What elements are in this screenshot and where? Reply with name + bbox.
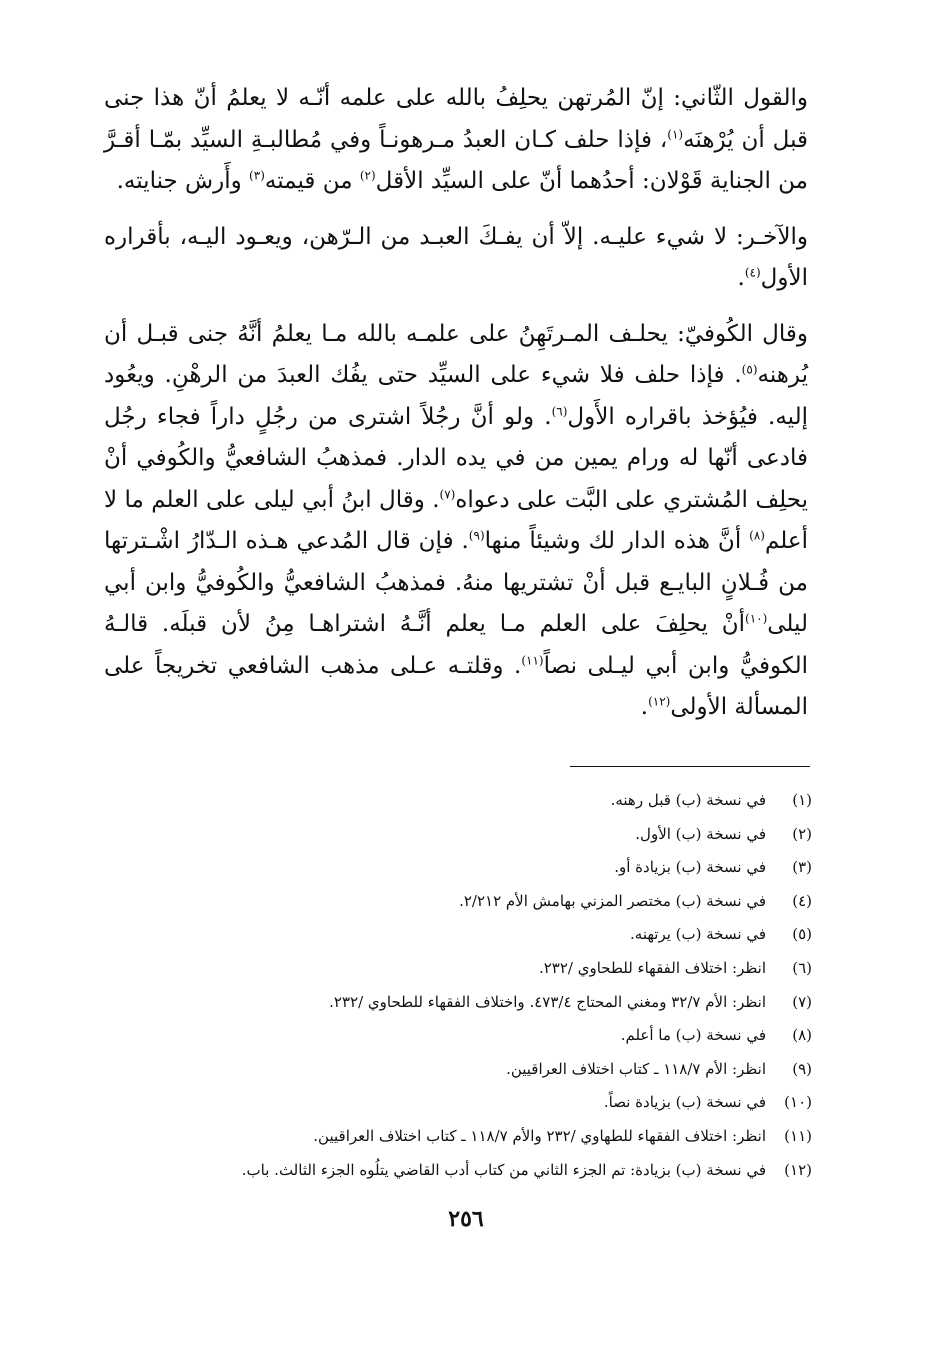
- footnote-text: في نسخة (ب) بزيادة نصاً.: [603, 1093, 766, 1112]
- footnote-text: في نسخة (ب) ما أعلم.: [620, 1026, 766, 1045]
- footnote-separator: [570, 766, 810, 767]
- footnote-number: (٧): [792, 992, 812, 1011]
- footnote-text: في نسخة (ب) بزيادة: تم الجزء الثاني من كتاب أدب القاضي يتلُوه الجزء الثالث. باب.: [241, 1160, 766, 1179]
- footnote-number: (١٢): [784, 1160, 812, 1179]
- footnote-marker: (٥): [741, 362, 758, 377]
- footnote-marker: (٤): [744, 265, 761, 280]
- footnote: [150, 784, 812, 818]
- footnote: [150, 1086, 812, 1120]
- body-paragraph: [104, 217, 808, 300]
- footnote-marker: (١٢): [648, 694, 671, 709]
- footnote-text: انظر: الأم ١١٨/٧ ـ كتاب اختلاف العراقيين.: [506, 1059, 766, 1078]
- footnote-marker: (٢): [359, 168, 376, 183]
- body-text: . فإذا حلف فلا شيء على السيِّد حتى يفُك العبدَ من الرهْنِ. ويعُود إليه. فيُؤخذ باقراره الأَول: [104, 362, 808, 430]
- footnote-text: في نسخة (ب) قبل رهنه.: [610, 791, 766, 809]
- body-text: والقول الثّاني: إنّ المُرتهن يحلِفُ بالله على علمه أنّـه لا يعلمُ أنّ هذا جنى قبل أن يُرْهنَه: [104, 85, 808, 153]
- footnote: [150, 1154, 812, 1188]
- body-text: .: [737, 265, 745, 291]
- footnote: [150, 851, 812, 885]
- footnote: [150, 818, 812, 852]
- body-text: أنْ يحلِفَ على العلم مـا يعلم أنَّـهُ اشتراهـا مِنُ لأن قبلَه. قالـهُ الكوفيُّ وابن أبي ليـلى نصاً: [104, 611, 808, 679]
- footnote-text: في نسخة (ب) بزيادة أو.: [614, 858, 766, 877]
- footnote-number: (١١): [784, 1126, 812, 1145]
- footnote-marker: (٧): [439, 486, 456, 501]
- body-text: . وقلتـه عـلى مذهب الشافعي تخريجاً على المسألة الأولى: [104, 652, 808, 720]
- footnote-number: (١): [792, 791, 812, 809]
- footnote-number: (٤): [792, 891, 812, 910]
- footnote-text: في نسخة (ب) يرتهنه.: [630, 925, 766, 944]
- footnotes: [150, 784, 812, 1187]
- footnote: [150, 1120, 812, 1154]
- footnote: [150, 986, 812, 1020]
- body-paragraph: [104, 78, 808, 203]
- body-text: وقال الكُوفيّ: يحلـف المـرتَهِنُ على علمـه بالله مـا يعلمُ أنَّهُ جنى قبـل أن يُرهنه: [104, 320, 808, 388]
- footnote: [150, 952, 812, 986]
- body-text: والآخـر: لا شيء عليـه. إلاّ أن يفـكَ العبـد من الـرّهن، ويعـود اليـه، بأقراره الأول: [104, 223, 808, 291]
- footnote-marker: (٨): [749, 528, 765, 543]
- footnote-marker: (٣): [249, 168, 265, 183]
- footnote-marker: (١): [667, 126, 684, 141]
- body-paragraph: [104, 314, 808, 729]
- footnote-marker: (١١): [521, 652, 544, 667]
- body-text: أنَّ هذه الدار لك وشيئاً منها: [484, 528, 750, 554]
- footnote-text: انظر: الأم ٣٢/٧ ومغني المحتاج ٤٧٣/٤. واختلاف الفقهاء للطحاوي /٢٣٢.: [329, 992, 766, 1011]
- footnote-text: انظر: اختلاف الفقهاء للطحاوي /٢٣٢.: [538, 958, 766, 977]
- footnote-marker: (٦): [551, 403, 568, 418]
- body-text: . فإن قال المُدعي هـذه الـدّارُ اشْـترتها من فُـلانٍ البايـع قبل أنْ تشتريها منهُ. فمذهبُ الشافعيُّ والكُوفيُّ وابن أبي ليلى: [104, 528, 808, 637]
- body-text: . وقال ابنُ أبي ليلى على العلم ما لا أعلم: [104, 486, 808, 554]
- body-text: .: [640, 694, 649, 720]
- footnote-number: (٩): [792, 1059, 812, 1078]
- footnote: [150, 885, 812, 919]
- footnote-marker: (٩): [468, 528, 485, 543]
- footnote-text: في نسخة (ب) مختصر المزني بهامش الأم ٢/٢١٢.: [459, 891, 766, 910]
- footnote-marker: (١٠): [745, 611, 768, 626]
- body-text: ، فإذا حلف كـان العبدُ مـرهونـاً وفي مُطالبـةِ السيِّد بمّـا أقـرَّ من الجناية قَوْلان: أحدُهما أنّ على السيِّد الأقل: [104, 126, 808, 194]
- body-text: من قيمته: [264, 168, 360, 194]
- footnote-number: (٣): [792, 858, 812, 877]
- footnote-number: (١٠): [784, 1093, 812, 1112]
- footnote-number: (٨): [792, 1026, 812, 1045]
- footnote-number: (٦): [792, 958, 812, 977]
- footnote: [150, 1053, 812, 1087]
- footnote-number: (٢): [792, 824, 812, 843]
- footnote-text: في نسخة (ب) الأول.: [635, 824, 766, 843]
- body-text: وأَرش جنايته.: [116, 168, 250, 194]
- footnote: [150, 918, 812, 952]
- page-number: ٢٥٦: [448, 1206, 484, 1232]
- footnote: [150, 1019, 812, 1053]
- body-text: . ولو أنَّ رجُلاً اشترى من رجُلٍ داراً فجاء رجُل فادعى أنّها له ورام يمين من في يده الدار. فمذهبُ الشافعيُّ والكُوفي أنْ يحلِف المُشتري على البَّت على دعواه: [104, 403, 808, 513]
- main-text: [104, 78, 808, 743]
- footnote-text: انظر: اختلاف الفقهاء للطهاوي /٢٣٢ والأم ١١٨/٧ ـ كتاب اختلاف العراقيين.: [313, 1126, 766, 1145]
- footnote-number: (٥): [792, 925, 812, 944]
